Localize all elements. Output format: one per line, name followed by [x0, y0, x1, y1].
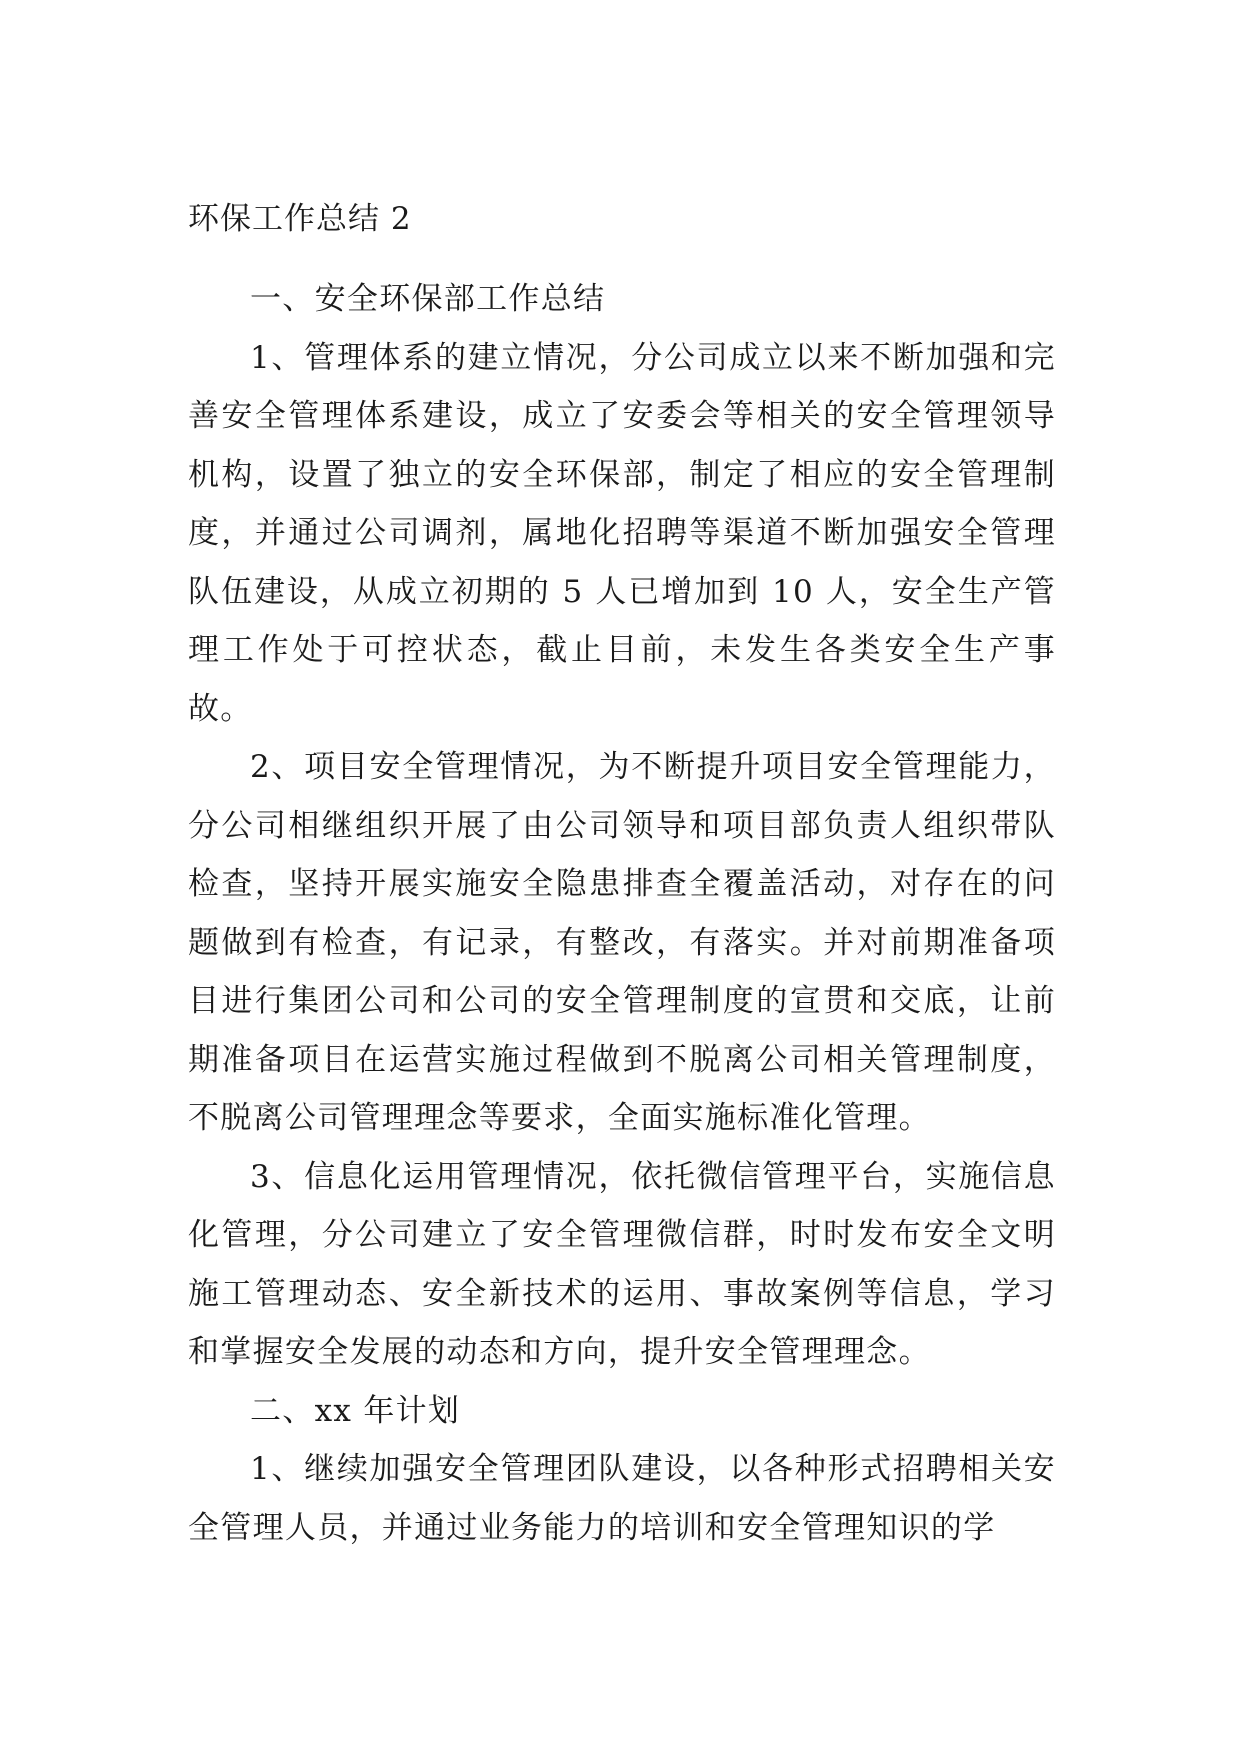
section-heading: 一、安全环保部工作总结	[250, 281, 606, 317]
paragraph: 1、管理体系的建立情况，分公司成立以来不断加强和完善安全管理体系建设，成立了安委会等相关的安全管理领导机构，设置了独立的安全环保部，制定了相应的安全管理制度，并通过公司调剂，属地化招聘等渠道不断加强安全管理队伍建设，从成立初期的 5 人已增加到 10 人，安全生产管理工作处于可控状态，截止目前，未发生各类安全生产事故。	[188, 339, 1056, 727]
paragraph: 2、项目安全管理情况，为不断提升项目安全管理能力，分公司相继组织开展了由公司领导和项目部负责人组织带队检查，坚持开展实施安全隐患排查全覆盖活动，对存在的问题做到有检查，有记录，有整改，有落实。并对前期准备项目进行集团公司和公司的安全管理制度的宣贯和交底，让前期准备项目在运营实施过程做到不脱离公司相关管理制度，不脱离公司管理理念等要求，全面实施标准化管理。	[188, 749, 1056, 1136]
section-heading: 二、xx 年计划	[250, 1392, 461, 1429]
document-title: 环保工作总结 2	[188, 201, 412, 237]
document-body	[188, 270, 1056, 1557]
paragraph: 3、信息化运用管理情况，依托微信管理平台，实施信息化管理，分公司建立了安全管理微信群，时时发布安全文明施工管理动态、安全新技术的运用、事故案例等信息，学习和掌握安全发展的动态和方向，提升安全管理理念。	[188, 1158, 1056, 1370]
paragraph: 1、继续加强安全管理团队建设，以各种形式招聘相关安全管理人员，并通过业务能力的培训和安全管理知识的学	[188, 1451, 1056, 1546]
